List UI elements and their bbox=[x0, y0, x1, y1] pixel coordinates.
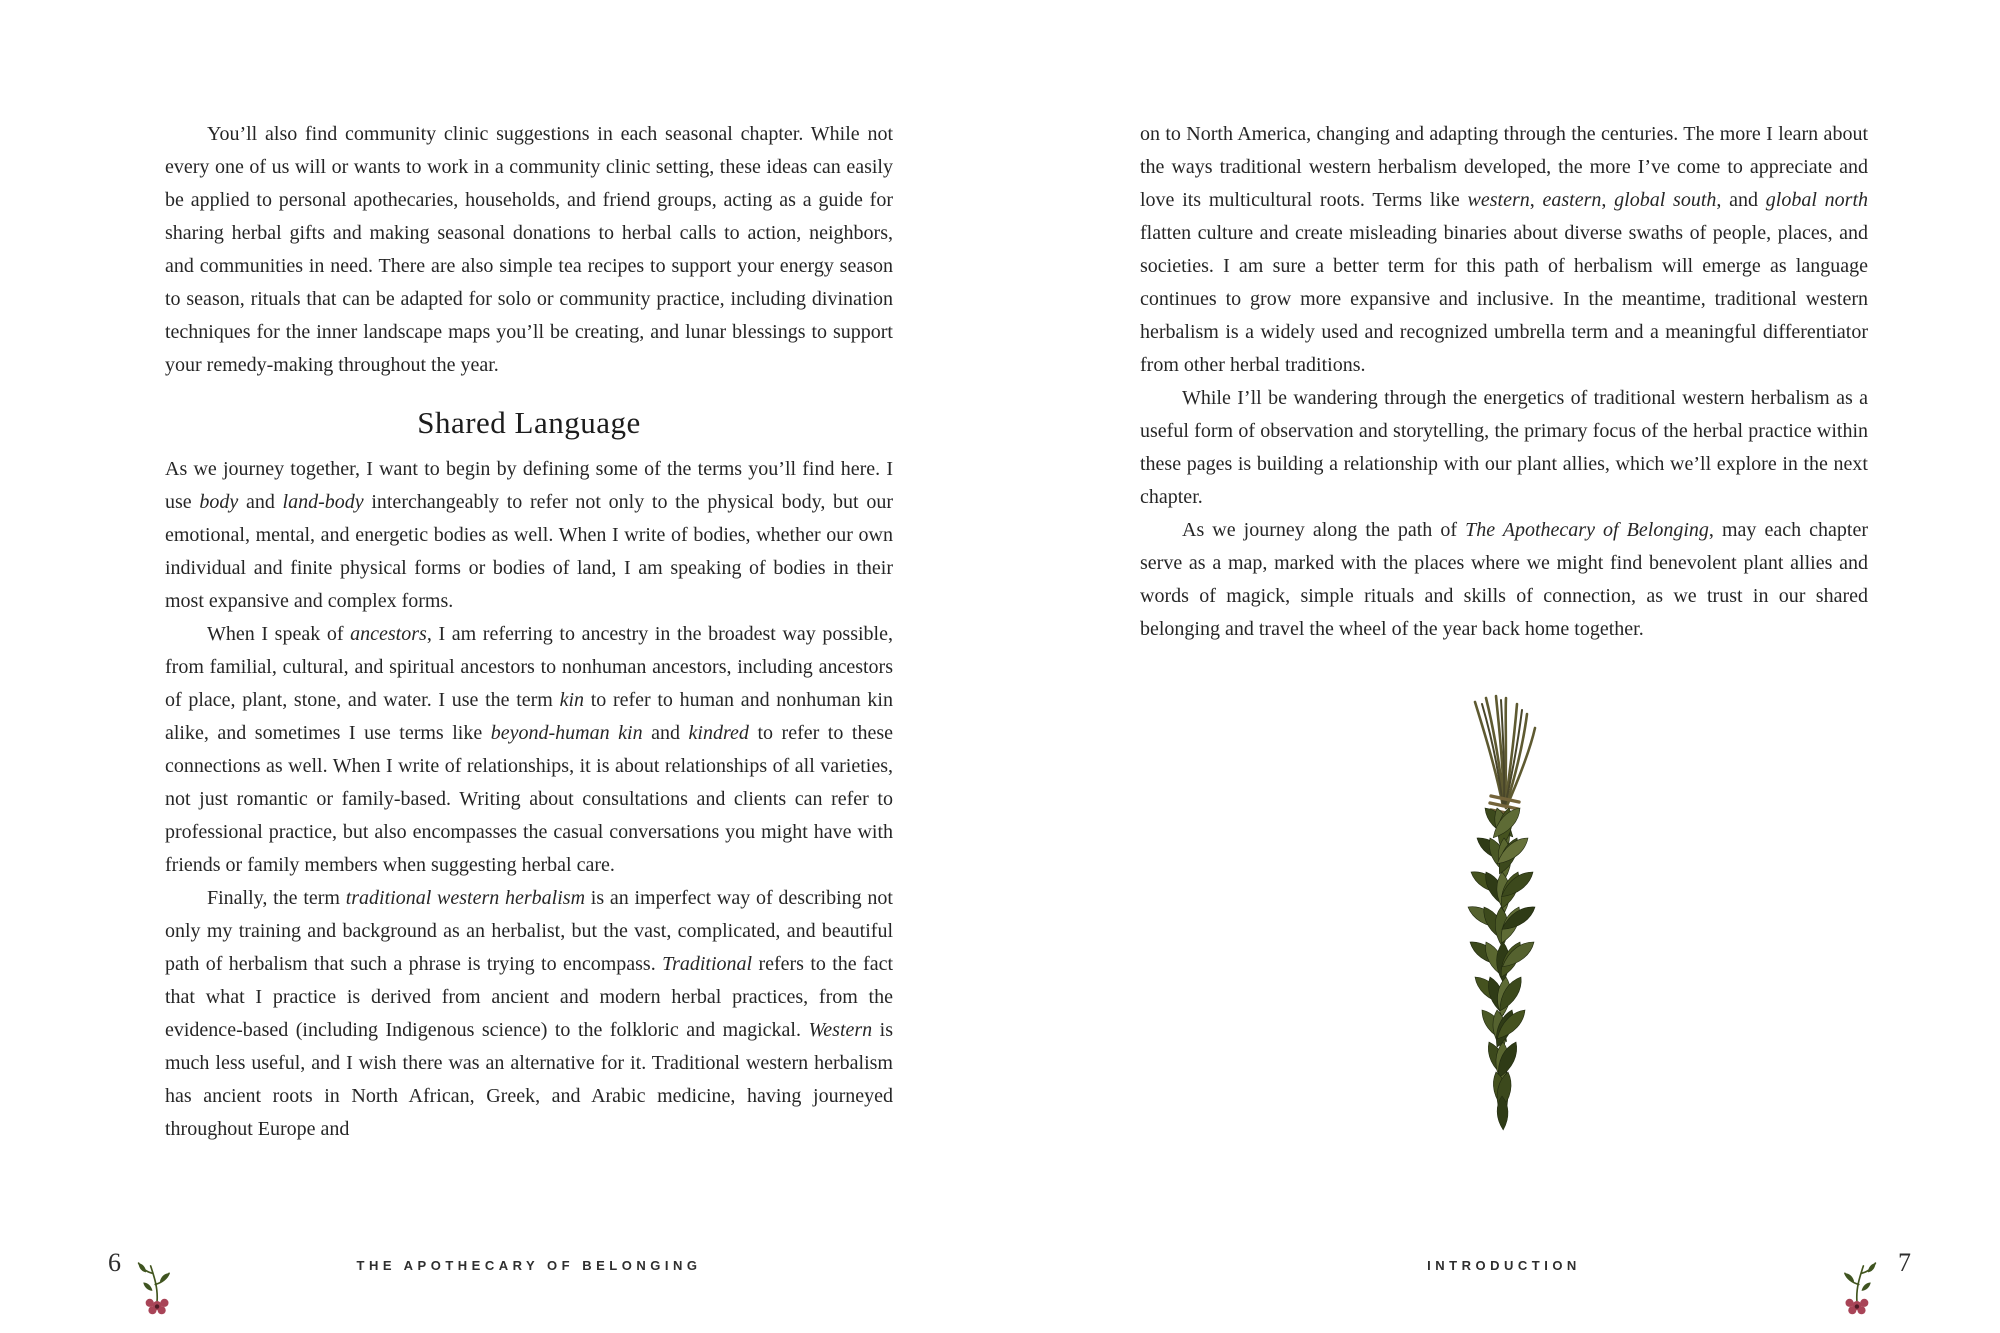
flower-sprig-icon bbox=[1832, 1262, 1880, 1316]
flower-sprig-icon bbox=[1832, 1262, 1880, 1316]
paragraph: As we journey together, I want to begin by defining some of the terms you’ll find here. I use body and land-body interchangeably to refer not only to the physical body, but our emotional, mental, and energetic bodies as well. When I write of bodies, whether our own individual and finite physical forms or bodies of land, I am speaking of bodies in their most expansive and complex forms. bbox=[165, 458, 893, 612]
paragraph: As we journey along the path of The Apothecary of Belonging, may each chapter serve as a map, marked with the places where we might find benevolent plant allies and words of magick, simple rituals and skills of connection, as we trust in our shared belonging and travel the wheel of the year back home together. bbox=[1140, 519, 1868, 640]
page-number: 7 bbox=[1898, 1248, 1911, 1277]
running-title: THE APOTHECARY OF BELONGING bbox=[356, 1258, 702, 1273]
paragraph: Finally, the term traditional western herbalism is an imperfect way of describing not only my training and background as an herbalist, but the vast, complicated, and beautiful path of herbalism that such a phrase is trying to encompass. Traditional refers to the fact that what I practice is derived from ancient and modern herbal practices, from the evidence-based (including Indigenous science) to the folkloric and magickal. Western is much less useful, and I wish there was an alternative for it. Traditional western herbalism has ancient roots in North African, Greek, and Arabic medicine, having journeyed throughout Europe and bbox=[165, 887, 894, 1140]
paragraph: You’ll also find community clinic suggestions in each seasonal chapter. While not every one of us will or wants to work in a community clinic setting, these ideas can easily be applied to personal apothecaries, households, and friend groups, acting as a guide for sharing herbal gifts and making seasonal donations to herbal calls to action, neighbors, and communities in need. There are also simple tea recipes to support your energy season to season, rituals that can be adapted for solo or community practice, including divination techniques for the inner landscape maps you’ll be creating, and lunar blessings to support your remedy-making throughout the year. bbox=[165, 123, 893, 376]
running-title: INTRODUCTION bbox=[1427, 1258, 1581, 1273]
dried-herb-bundle-icon bbox=[1419, 694, 1589, 1134]
paragraph: When I speak of ancestors, I am referring to ancestry in the broadest way possible, from familial, cultural, and spiritual ancestors to nonhuman ancestors, including ancestors of place, plant, stone, and water. I use the term kin to refer to human and nonhuman kin alike, and sometimes I use terms like beyond-human kin and kindred to refer to these connections as well. When I write of relationships, it is about relationships of all varieties, not just romantic or family-based. Writing about consultations and clients can refer to professional practice, but also encompasses the casual conversations you might have with friends or family members when suggesting herbal care. bbox=[165, 623, 893, 876]
right-page bbox=[1140, 118, 1868, 1145]
page-number: 6 bbox=[108, 1248, 121, 1277]
paragraph: While I’ll be wandering through the energetics of traditional western herbalism as a useful form of observation and storytelling, the primary focus of the herbal practice within these pages is building a relationship with our plant allies, which we’ll explore in the next chapter. bbox=[1140, 387, 1868, 508]
left-page bbox=[165, 118, 893, 1146]
herb-bundle-illustration bbox=[1140, 694, 1868, 1145]
section-heading: Shared Language bbox=[417, 405, 641, 440]
paragraph: on to North America, changing and adapting through the centuries. The more I learn about the ways traditional western herbalism developed, the more I’ve come to appreciate and love its multicultural roots. Terms like western, eastern, global south, and global north flatten culture and create misleading binaries about diverse swaths of people, places, and societies. I am sure a better term for this path of herbalism will emerge as language continues to grow more expansive and inclusive. In the meantime, traditional western herbalism is a widely used and recognized umbrella term and a meaningful differentiator from other herbal traditions. bbox=[1140, 123, 1869, 376]
